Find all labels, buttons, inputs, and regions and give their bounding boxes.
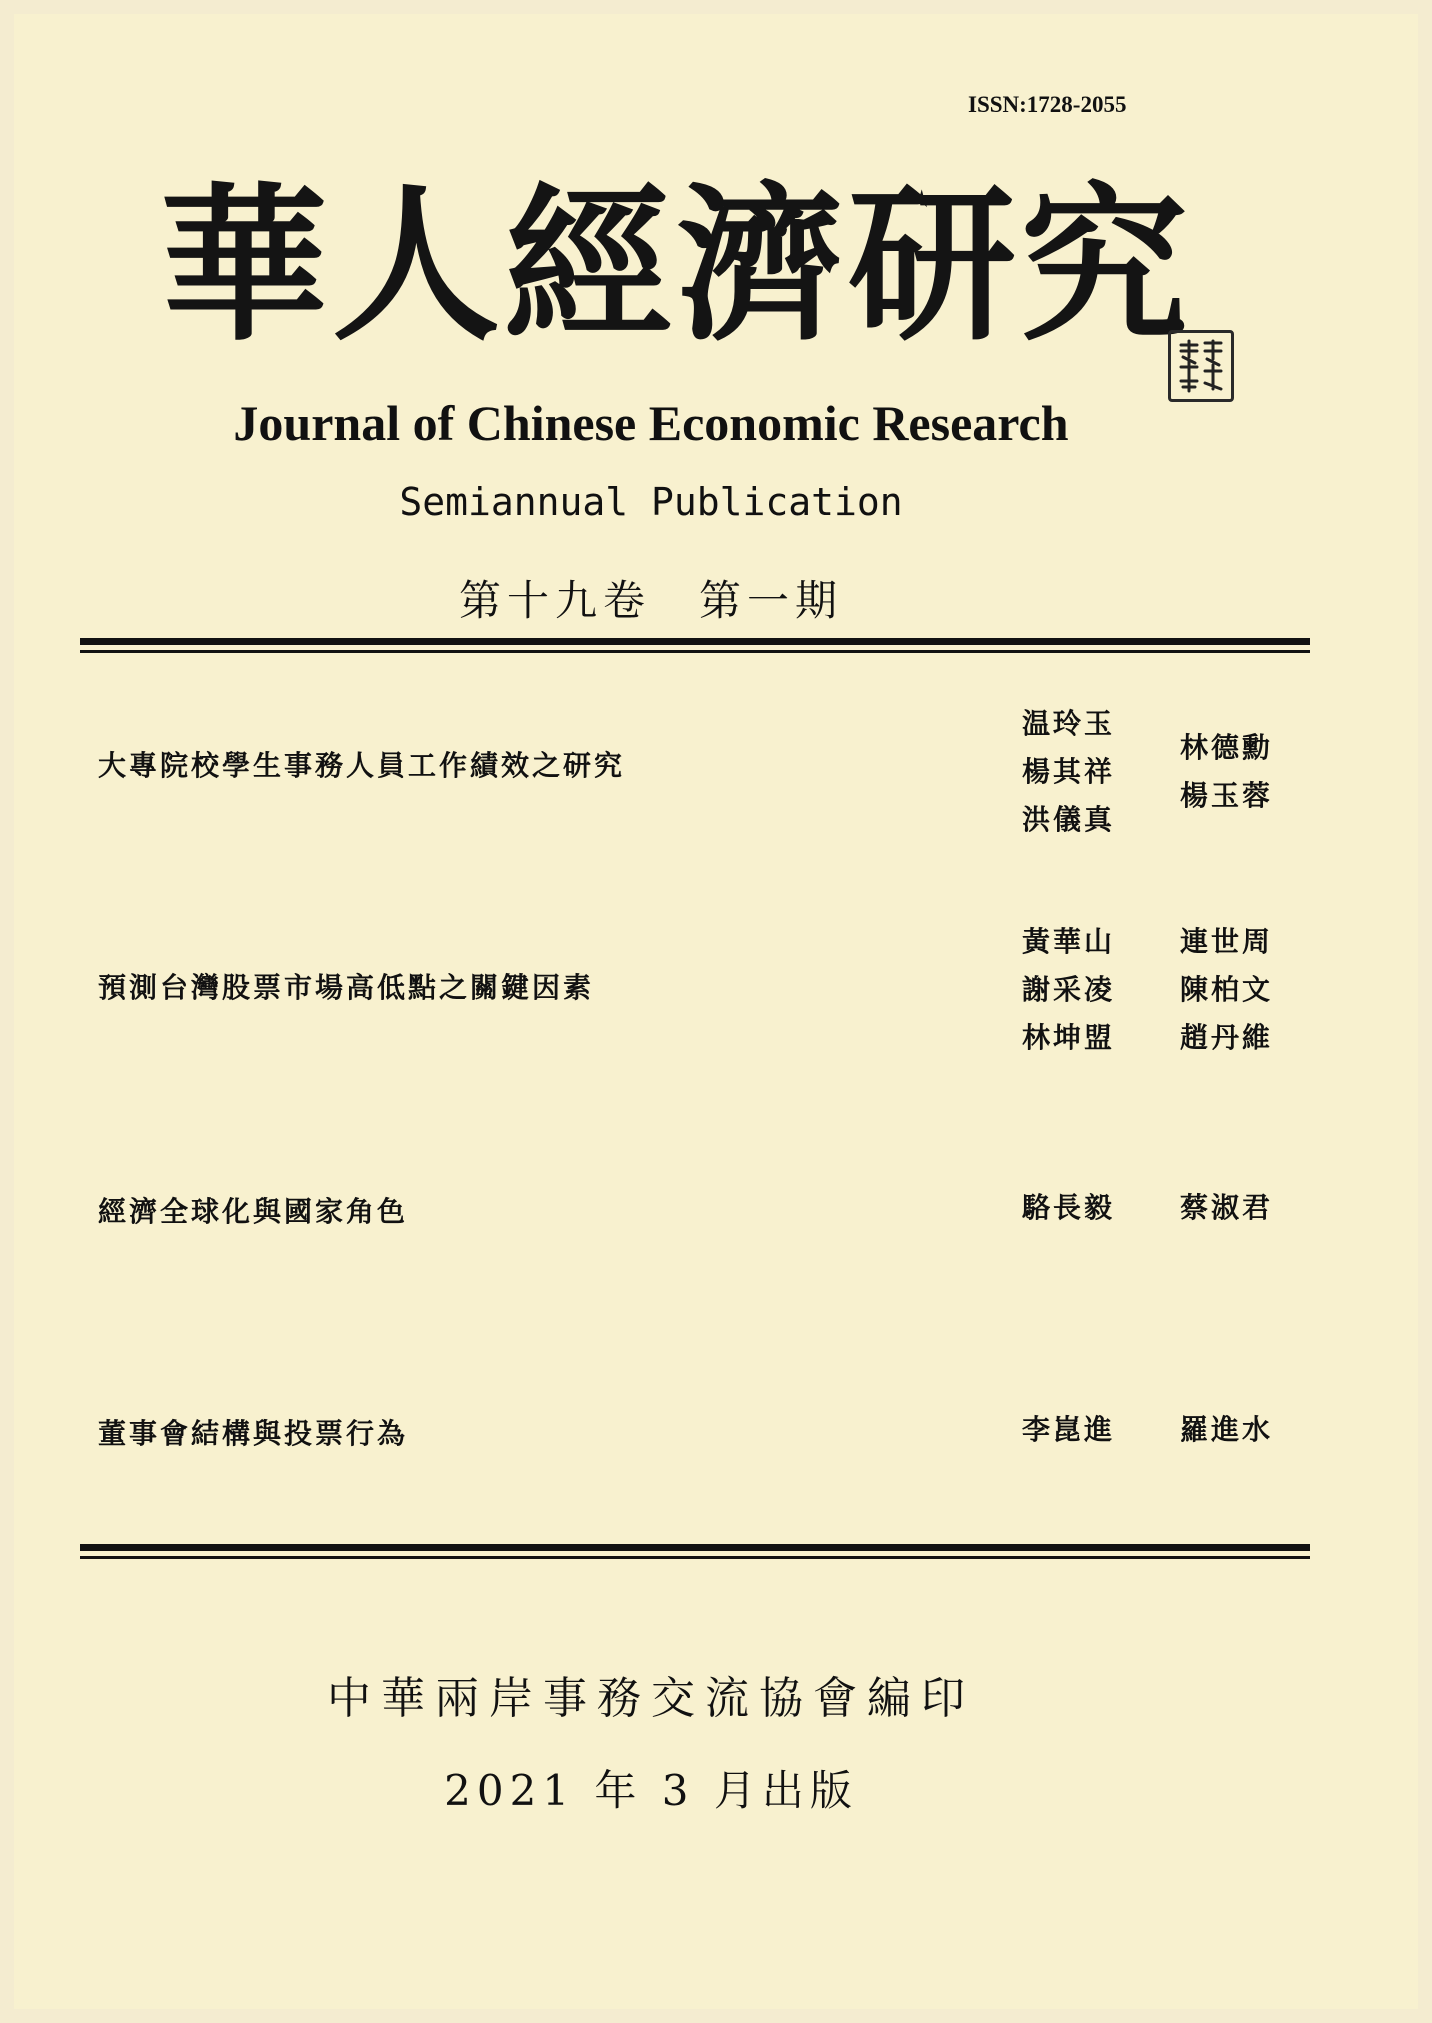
authors-right-column	[1180, 1406, 1273, 1454]
publication-date: 2021 年 3 月出版	[444, 1766, 858, 1815]
author: 楊其祥	[1022, 755, 1116, 788]
authors-left-column	[1022, 1406, 1115, 1454]
issn: ISSN:1728-2055	[968, 92, 1127, 117]
author: 蔡淑君	[1180, 1191, 1274, 1224]
article-title: 大專院校學生事務人員工作績效之研究	[98, 749, 626, 782]
authors-right-column	[1180, 724, 1273, 820]
publisher: 中華兩岸事務交流協會編印	[327, 1673, 975, 1724]
top-divider	[80, 638, 1310, 656]
bottom-divider	[80, 1544, 1310, 1562]
author: 黃華山	[1022, 925, 1116, 958]
author: 連世周	[1180, 925, 1274, 958]
authors-right-column	[1180, 1184, 1273, 1232]
article-title: 經濟全球化與國家角色	[98, 1195, 409, 1228]
author: 林坤盟	[1022, 1021, 1116, 1054]
author: 羅進水	[1180, 1413, 1274, 1446]
author: 林德勳	[1180, 731, 1274, 764]
article-title: 預測台灣股票市場高低點之關鍵因素	[98, 971, 595, 1004]
author: 趙丹維	[1180, 1021, 1274, 1054]
author: 楊玉蓉	[1180, 779, 1274, 812]
title-english: Journal of Chinese Economic Research	[233, 395, 1069, 451]
authors-left-column	[1022, 700, 1115, 844]
subtitle: Semiannual Publication	[399, 480, 903, 524]
author: 洪儀真	[1022, 803, 1116, 836]
calligrapher-seal-icon	[1168, 330, 1234, 402]
authors-left-column	[1022, 918, 1115, 1062]
seal-glyph	[1175, 337, 1227, 395]
author: 李崑進	[1022, 1413, 1116, 1446]
title-chinese-calligraphy: 華人經濟研究	[160, 166, 1192, 364]
authors-left-column	[1022, 1184, 1115, 1232]
volume-issue: 第十九卷 第一期	[458, 576, 843, 625]
author: 陳柏文	[1180, 973, 1274, 1006]
authors-right-column	[1180, 918, 1273, 1062]
author: 謝采凌	[1022, 973, 1116, 1006]
article-title: 董事會結構與投票行為	[98, 1417, 409, 1450]
author: 温玲玉	[1022, 707, 1116, 740]
author: 駱長毅	[1022, 1191, 1116, 1224]
